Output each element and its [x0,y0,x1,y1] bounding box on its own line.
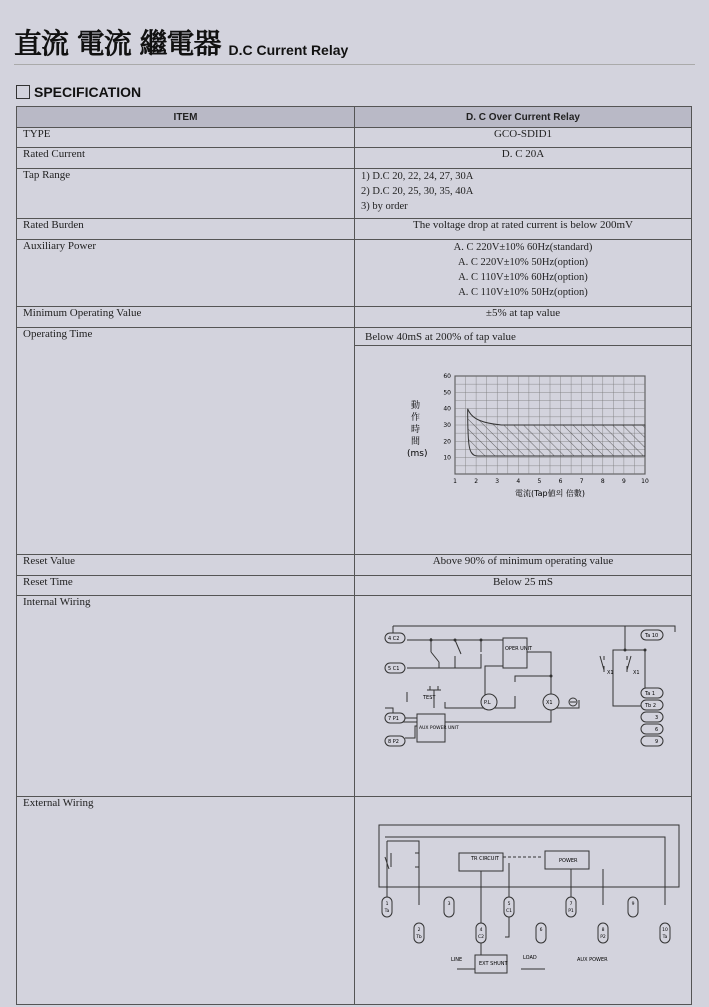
x-tick-label: 8 [600,478,605,485]
svg-text:Ta 1: Ta 1 [645,691,656,697]
operating-time-chart [355,346,690,546]
svg-text:AUX POWER UNIT: AUX POWER UNIT [419,726,459,731]
tap-range-line: 2) D.C 20, 25, 30, 35, 40A [361,186,474,197]
row-label: Internal Wiring [17,596,355,797]
external-wiring-diagram [355,797,690,1001]
svg-text:7 P1: 7 P1 [388,716,399,722]
tap-range-line: 1) D.C 20, 22, 24, 27, 30A [361,171,474,182]
terminal-6 [641,724,663,734]
aux-power-line: A. C 220V±10% 50Hz(option) [458,257,588,268]
minus-icon [569,698,577,706]
svg-text:3: 3 [447,902,451,907]
external-terminal [414,923,424,943]
ext-shunt-box [475,955,508,973]
svg-text:TR CIRCUIT: TR CIRCUIT [471,856,499,862]
row-label: Reset Value [17,555,355,576]
svg-text:3: 3 [655,715,659,721]
chart-ylabel: 動作時間(ms) [407,401,428,459]
svg-text:2: 2 [417,928,421,933]
svg-text:9: 9 [655,739,659,745]
tap-range-line: 3) by order [361,201,408,212]
svg-text:4: 4 [479,928,483,933]
col-item-header: ITEM [17,107,355,128]
y-tick-label: 20 [443,438,451,446]
aux-power-label: AUX POWER [577,957,608,963]
terminal-c1 [385,663,405,673]
table-row [17,555,692,576]
aux-power-line: A. C 110V±10% 60Hz(option) [458,272,588,283]
terminal-c2 [385,633,405,643]
terminal-3 [641,712,663,722]
terminal-p1 [385,713,405,723]
row-value [355,169,692,219]
y-tick-label: 50 [443,389,451,397]
row-value: Below 25 mS [355,576,692,596]
svg-text:C2: C2 [477,935,485,940]
row-value: ±5% at tap value [355,307,692,328]
svg-text:OPER UNIT: OPER UNIT [505,646,533,652]
row-label: TYPE [17,128,355,148]
page-header [14,22,348,62]
svg-text:7: 7 [569,902,573,907]
row-label: Rated Burden [17,219,355,240]
table-row [17,328,692,555]
external-terminal [444,897,454,917]
tr-circuit-box [459,853,503,871]
row-label: Rated Current [17,148,355,169]
svg-text:C1: C1 [505,909,513,914]
svg-text:P2: P2 [600,935,606,940]
x-tick-label: 9 [621,478,626,485]
svg-text:P1: P1 [568,909,574,914]
external-wiring-cell [355,797,692,1005]
row-value: The voltage drop at rated current is below 200mV [355,219,692,240]
table-row [17,596,692,797]
title-kanji: 直流 電流 繼電器 [14,27,221,60]
section-heading [16,84,141,100]
section-title: SPECIFICATION [34,84,142,100]
row-value: Below 40mS at 200% of tap value [355,328,691,346]
row-value: D. C 20A [355,148,692,169]
row-label: Reset Time [17,576,355,596]
svg-text:6: 6 [655,727,659,733]
svg-text:X1: X1 [546,700,553,706]
y-tick-label: 30 [443,422,451,429]
svg-text:1: 1 [385,902,389,907]
table-row [17,576,692,596]
spec-table [16,106,692,1005]
test-button-label: TEST [423,695,436,701]
table-row [17,169,692,219]
row-label: Auxiliary Power [17,240,355,307]
svg-text:6: 6 [539,928,543,933]
load-label: LOAD [523,955,537,961]
aux-power-line: A. C 220V±10% 60Hz(standard) [453,242,593,253]
svg-text:8: 8 [601,928,605,933]
svg-text:10: 10 [662,928,668,933]
row-value: Above 90% of minimum operating value [355,555,692,576]
x-tick-label: 1 [453,478,457,485]
svg-text:4 C2: 4 C2 [388,636,400,642]
table-header-row [17,107,692,128]
x-tick-label: 7 [579,478,584,485]
table-row [17,128,692,148]
col-value-header: D. C Over Current Relay [355,107,692,128]
power-box [545,851,589,869]
external-terminal [504,897,514,917]
header-rule [14,64,695,65]
terminal-9 [641,736,663,746]
x1-contact-label: X1 [607,670,614,676]
y-tick-label: 60 [443,373,451,380]
svg-text:Ta 10: Ta 10 [645,633,659,639]
x-tick-label: 2 [474,478,479,485]
chart-xlabel: 電流(Tap値의 倍數) [514,489,586,498]
line-label: LINE [451,957,463,963]
x-tick-label: 4 [516,478,521,485]
svg-text:9: 9 [631,902,635,907]
terminal-p2 [385,736,405,746]
svg-text:Ta: Ta [384,909,390,914]
x1-contact-label: X1 [633,670,640,676]
row-label: Operating Time [17,328,355,555]
svg-text:Ta: Ta [662,935,668,940]
checkbox-icon [16,85,30,99]
internal-wiring-cell [355,596,692,797]
row-label: External Wiring [17,797,355,1005]
external-terminal [566,897,576,917]
terminal-ta1 [641,688,663,698]
x-tick-label: 6 [558,478,563,485]
aux-power-unit-box [417,714,459,742]
x-tick-label: 5 [537,478,542,485]
external-terminal [598,923,608,943]
external-terminal [476,923,486,943]
x-tick-label: 10 [641,478,649,485]
table-row [17,797,692,1005]
internal-wiring-diagram [355,596,690,793]
terminal-tb2 [641,700,663,710]
oper-unit-box [503,638,533,668]
aux-power-line: A. C 110V±10% 50Hz(option) [458,287,588,298]
row-label: Minimum Operating Value [17,307,355,328]
svg-text:POWER: POWER [559,858,578,864]
title-english: D.C Current Relay [228,42,349,58]
external-terminal [536,923,546,943]
row-label: Tap Range [17,169,355,219]
svg-text:P.L: P.L [484,700,491,706]
pilot-lamp [481,694,497,710]
external-terminals [382,897,670,943]
svg-text:Tb: Tb [416,935,422,940]
table-row [17,307,692,328]
svg-text:5 C1: 5 C1 [388,666,400,672]
table-row [17,219,692,240]
x-tick-label: 3 [495,478,500,485]
y-tick-label: 10 [443,454,451,462]
operating-time-band [468,409,645,456]
table-row [17,148,692,169]
svg-text:8 P2: 8 P2 [388,739,399,745]
svg-text:EXT SHUNT: EXT SHUNT [479,961,508,967]
external-terminal [382,897,392,917]
table-row [17,240,692,307]
y-tick-label: 40 [443,405,451,413]
row-value: GCO-SDID1 [355,128,692,148]
operating-time-cell [355,328,692,555]
terminal-ta10 [641,630,663,640]
x1-coil [543,694,559,710]
external-terminal [660,923,670,943]
svg-text:Tb 2: Tb 2 [645,703,656,709]
svg-text:5: 5 [507,902,511,907]
row-value [355,240,692,307]
external-terminal [628,897,638,917]
